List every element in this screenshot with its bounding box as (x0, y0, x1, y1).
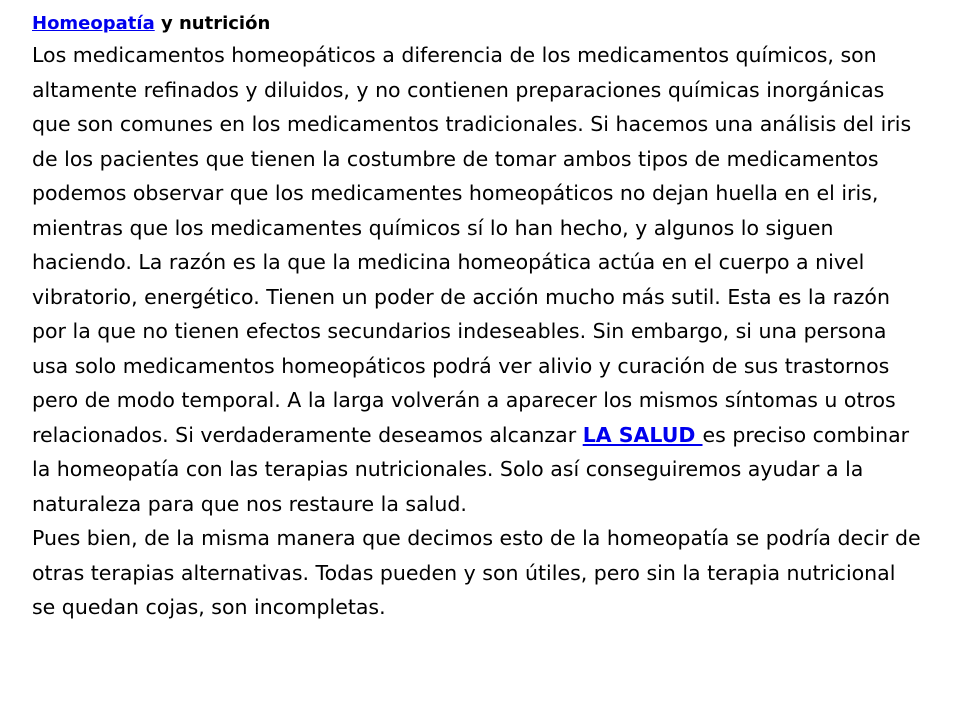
paragraph-homeopathy (32, 38, 922, 521)
page-title (32, 10, 922, 38)
title-rest: y nutrición (154, 13, 271, 34)
paragraph-text-part2: es preciso combinar la homeopatía con las terapias nutricionales. Solo así conseguiremos ayudar a la naturaleza para que nos restaure la salud. (32, 422, 910, 516)
paragraph-text-part1: Los medicamentos homeopáticos a diferencia de los medicamentos químicos, son altamente refinados y diluidos, y no contienen preparaciones químicas inorgánicas que son comunes en los medicamentos tradicionales. Si hacemos una análisis del iris de los pacientes que tienen la costumbre de tomar ambos tipos de medicamentos podemos observar que los medicamentes homeopáticos no dejan huella en el iris, mientras que los medicamentes químicos sí lo han hecho, y algunos lo siguen haciendo. La razón es la que la medicina homeopática actúa en el cuerpo a nivel vibratorio, energético. Tienen un poder de acción mucho más sutil. Esta es la razón por la que no tienen efectos secundarios indeseables. Sin embargo, si una persona usa solo medicamentos homeopáticos podrá ver alivio y curación de sus trastornos pero de modo temporal. A la larga volverán a aparecer los mismos síntomas u otros relacionados. Si verdaderamente deseamos alcanzar (32, 43, 912, 447)
homeopatia-link[interactable]: Homeopatía (32, 13, 155, 34)
la-salud-link[interactable]: LA SALUD (582, 422, 703, 447)
slide-content (32, 10, 922, 625)
paragraph-alternative-therapies: Pues bien, de la misma manera que decimos esto de la homeopatía se podría decir de otras terapias alternativas. Todas pueden y son útiles, pero sin la terapia nutricional se quedan cojas, son incompletas. (32, 526, 921, 619)
